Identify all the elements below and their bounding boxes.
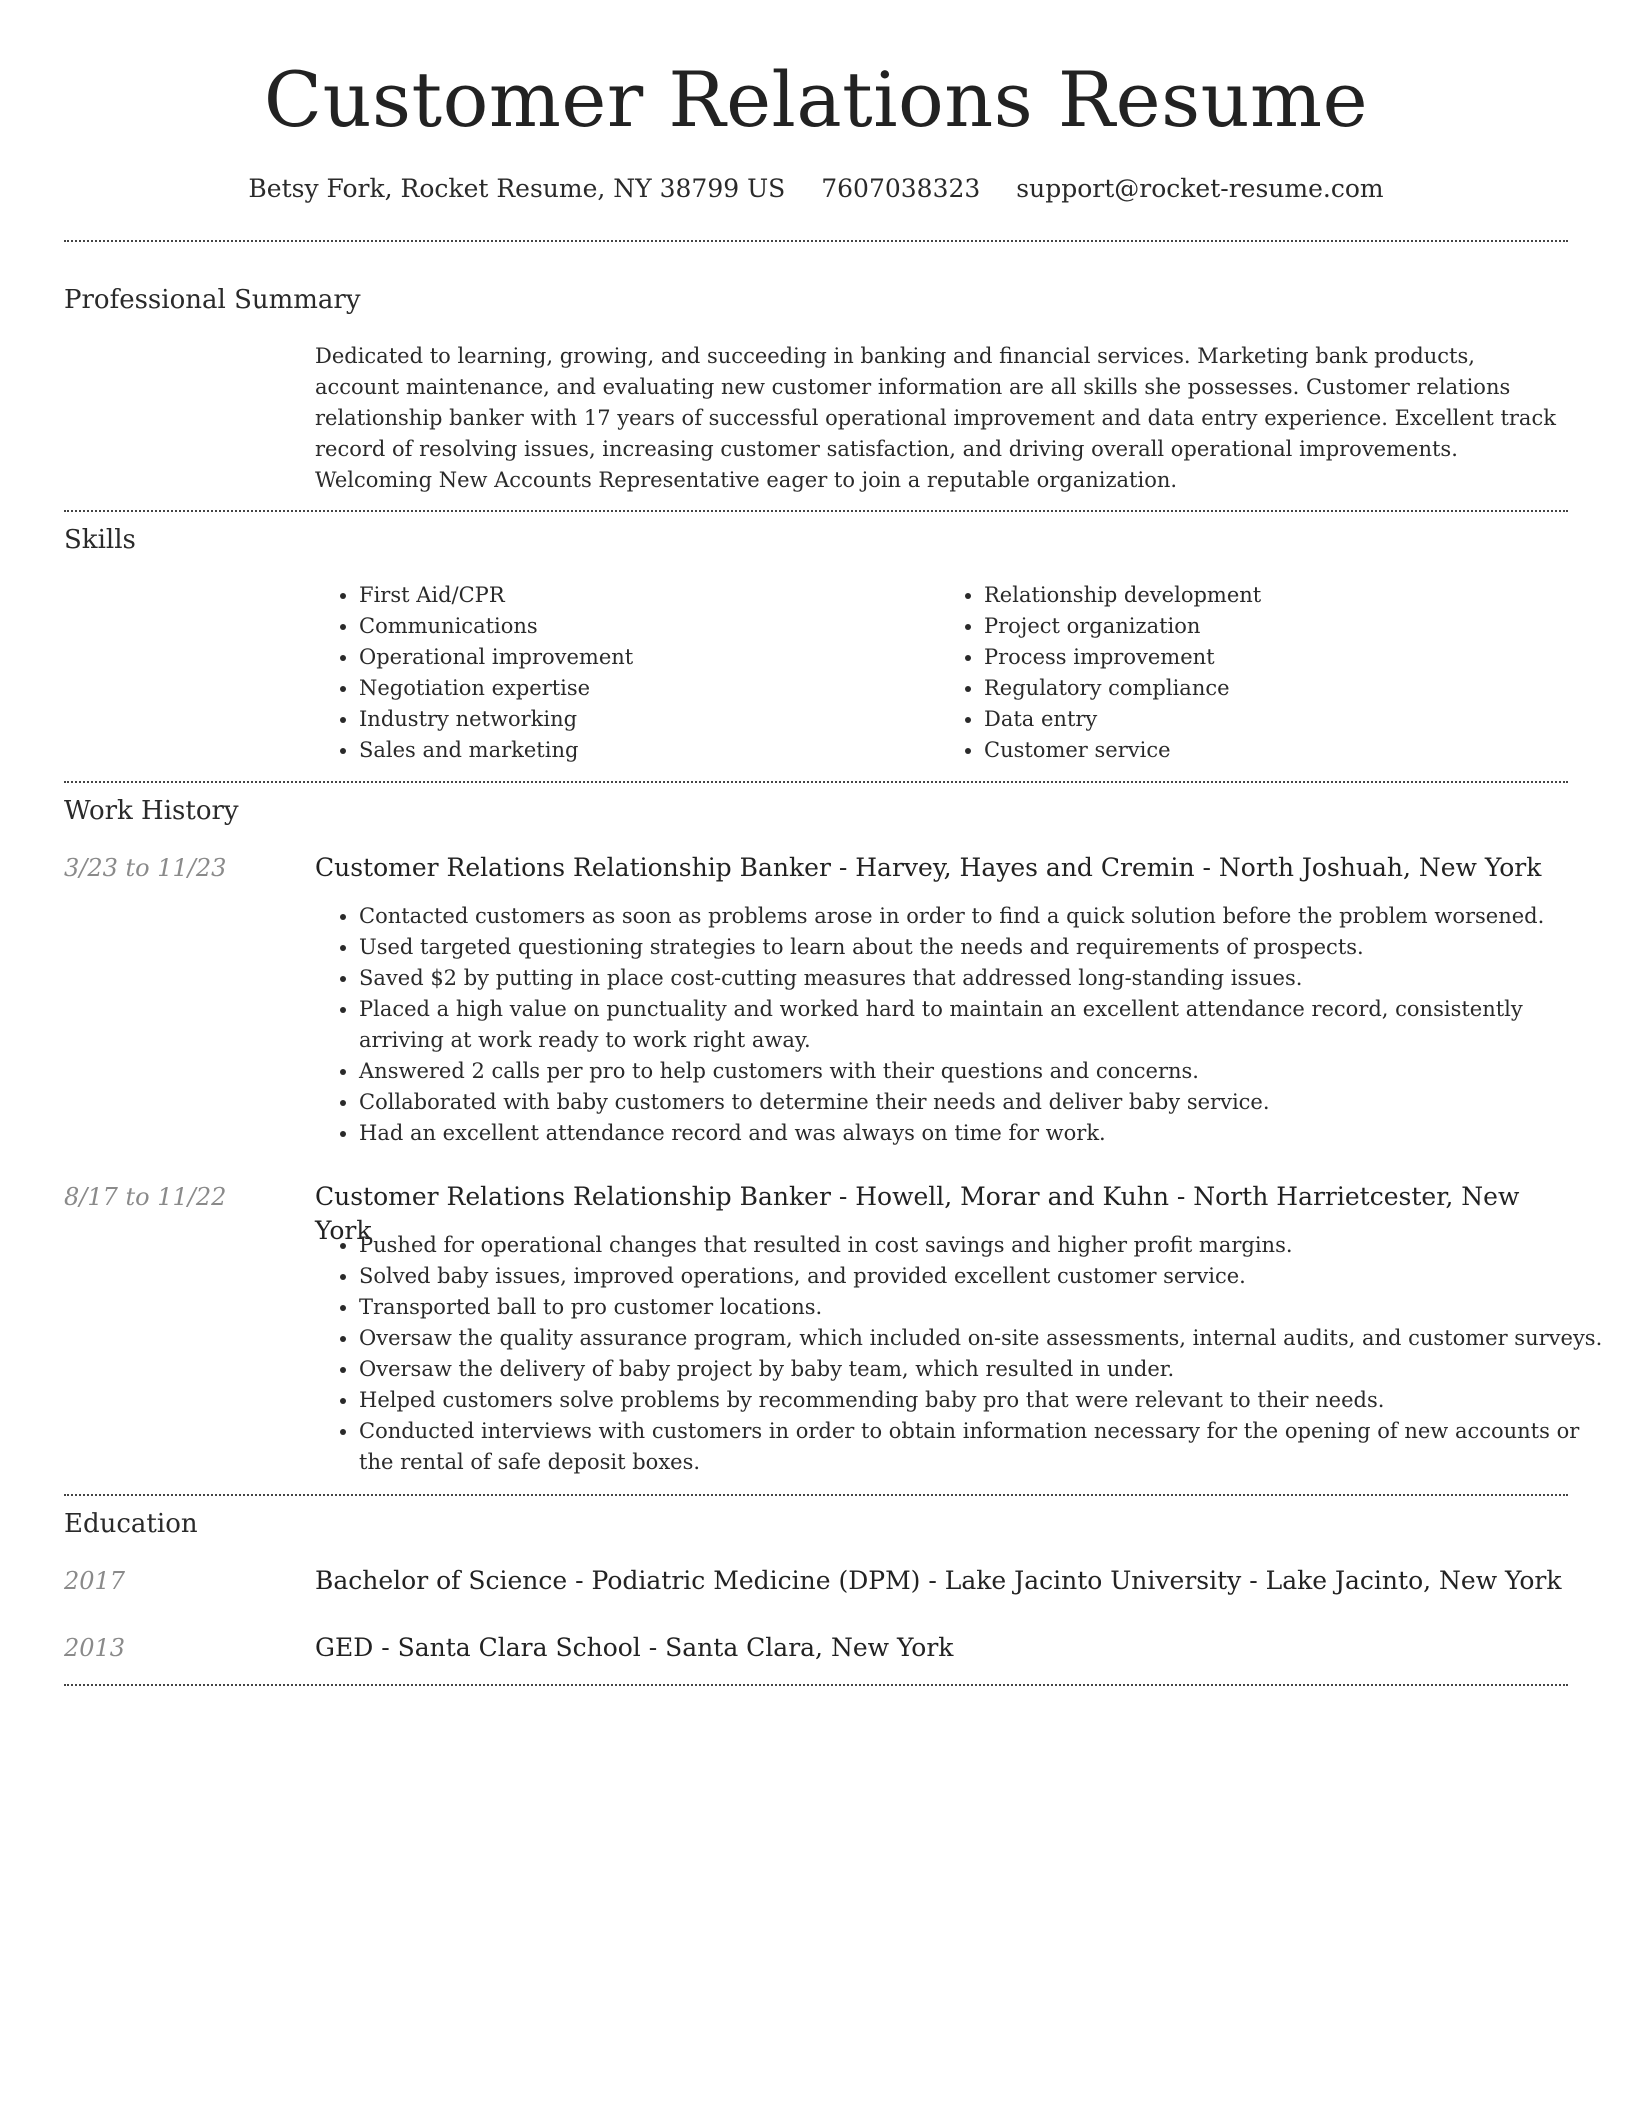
skills-list xyxy=(315,580,1565,766)
divider xyxy=(64,510,1568,512)
job-bullet: • Placed a high value on punctuality and worked hard to maintain an excellent attendance record, consistently arriving at work ready to work right away. xyxy=(359,994,1609,1056)
skills-column-left xyxy=(315,580,940,766)
education-degree: Bachelor of Science - Podiatric Medicine (DPM) - Lake Jacinto University - Lake Jacinto, New York xyxy=(315,1566,1562,1595)
education-degree: GED - Santa Clara School - Santa Clara, New York xyxy=(315,1633,954,1662)
summary-text: Dedicated to learning, growing, and succeeding in banking and financial services. Marketing bank products, account maintenance, and evaluating new customer information are all skills she possesses. Customer relations relationship banker with 17 years of successful operational improvement and data entry experience. Excellent track record of resolving issues, increasing customer satisfaction, and driving overall operational improvements. Welcoming New Accounts Representative eager to join a reputable organization. xyxy=(315,344,1556,492)
skill-item: • Data entry xyxy=(984,704,1565,735)
contact-email: support@rocket-resume.com xyxy=(1016,174,1384,203)
job-bullet: • Had an excellent attendance record and was always on time for work. xyxy=(359,1118,1609,1149)
section-heading-summary: Professional Summary xyxy=(64,285,361,315)
contact-phone: 7607038323 xyxy=(821,174,981,203)
contact-line xyxy=(0,172,1632,206)
skill-item: • Regulatory compliance xyxy=(984,673,1565,704)
resume-title: Customer Relations Resume xyxy=(263,55,1369,144)
job-dates: 3/23 to 11/23 xyxy=(64,854,227,882)
job-bullets xyxy=(315,901,1609,1149)
skill-item: • Industry networking xyxy=(359,704,940,735)
skill-item: • First Aid/CPR xyxy=(359,580,940,611)
education-year: 2013 xyxy=(64,1634,126,1662)
job-bullet: • Collaborated with baby customers to determine their needs and deliver baby service. xyxy=(359,1087,1609,1118)
job-bullet: • Transported ball to pro customer locations. xyxy=(359,1292,1609,1323)
divider xyxy=(64,1684,1568,1686)
job-bullet: • Oversaw the delivery of baby project by baby team, which resulted in under. xyxy=(359,1354,1609,1385)
contact-address: Betsy Fork, Rocket Resume, NY 38799 US xyxy=(248,174,786,203)
job-bullets xyxy=(315,1230,1609,1478)
skill-item: • Communications xyxy=(359,611,940,642)
skill-item: • Operational improvement xyxy=(359,642,940,673)
skill-item: • Negotiation expertise xyxy=(359,673,940,704)
skill-item: • Process improvement xyxy=(984,642,1565,673)
divider xyxy=(64,240,1568,242)
job-bullet: • Answered 2 calls per pro to help customers with their questions and concerns. xyxy=(359,1056,1609,1087)
job-bullet: • Pushed for operational changes that resulted in cost savings and higher profit margins. xyxy=(359,1230,1609,1261)
education-year: 2017 xyxy=(64,1567,126,1595)
job-bullet: • Contacted customers as soon as problems arose in order to find a quick solution before the problem worsened. xyxy=(359,901,1609,932)
divider xyxy=(64,781,1568,783)
divider xyxy=(64,1494,1568,1496)
job-title: Customer Relations Relationship Banker - Harvey, Hayes and Cremin - North Joshuah, New York xyxy=(315,853,1542,882)
job-bullet: • Saved $2 by putting in place cost-cutting measures that addressed long-standing issues. xyxy=(359,963,1609,994)
skill-item: • Project organization xyxy=(984,611,1565,642)
skill-item: • Customer service xyxy=(984,735,1565,766)
section-heading-work: Work History xyxy=(64,796,239,826)
job-bullet: • Solved baby issues, improved operations, and provided excellent customer service. xyxy=(359,1261,1609,1292)
job-bullet: • Helped customers solve problems by recommending baby pro that were relevant to their needs. xyxy=(359,1385,1609,1416)
job-dates: 8/17 to 11/22 xyxy=(64,1183,227,1211)
job-bullet: • Used targeted questioning strategies to learn about the needs and requirements of prospects. xyxy=(359,932,1609,963)
job-title: Customer Relations Relationship Banker - Howell, Morar and Kuhn - North Harrietcester, New York xyxy=(315,1182,1520,1245)
section-heading-skills: Skills xyxy=(64,525,136,555)
skills-column-right xyxy=(940,580,1565,766)
skill-item: • Relationship development xyxy=(984,580,1565,611)
section-heading-education: Education xyxy=(64,1509,198,1539)
skill-item: • Sales and marketing xyxy=(359,735,940,766)
job-bullet: • Oversaw the quality assurance program, which included on-site assessments, internal audits, and customer surveys. xyxy=(359,1323,1609,1354)
job-bullet: • Conducted interviews with customers in order to obtain information necessary for the opening of new accounts or the rental of safe deposit boxes. xyxy=(359,1416,1609,1478)
